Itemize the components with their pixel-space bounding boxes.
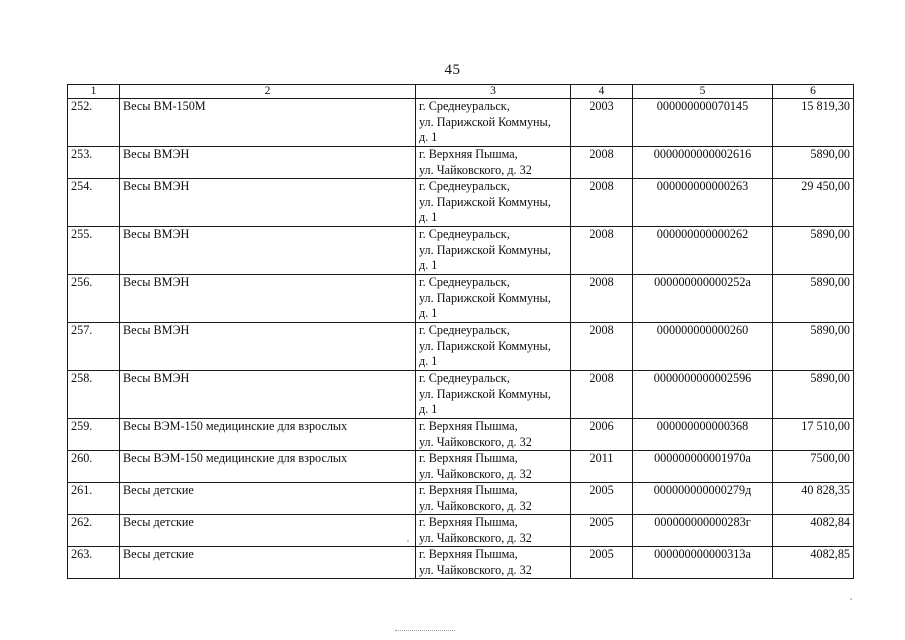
address-line: д. 1 bbox=[419, 258, 438, 272]
inventory-number-cell: 000000000000368 bbox=[633, 419, 773, 451]
address-line: ул. Парижской Коммуны, bbox=[419, 194, 551, 209]
address-line: г. Верхняя Пышма, bbox=[419, 483, 518, 497]
year-cell: 2008 bbox=[571, 323, 633, 371]
address-cell bbox=[416, 99, 571, 147]
address-line: г. Верхняя Пышма, bbox=[419, 451, 518, 465]
address-cell bbox=[416, 371, 571, 419]
address-cell bbox=[416, 451, 571, 483]
row-number-cell: 262. bbox=[68, 515, 120, 547]
year-cell: 2008 bbox=[571, 227, 633, 275]
address-line: г. Среднеуральск, bbox=[419, 275, 510, 289]
item-name-cell: Весы ВЭМ-150 медицинские для взрослых bbox=[120, 451, 416, 483]
address-line: г. Среднеуральск, bbox=[419, 227, 510, 241]
address-line: г. Верхняя Пышма, bbox=[419, 515, 518, 529]
address-cell bbox=[416, 419, 571, 451]
inventory-number-cell: 000000000000263 bbox=[633, 179, 773, 227]
row-number-cell: 253. bbox=[68, 147, 120, 179]
column-header-address: 3 bbox=[416, 85, 571, 99]
table-header-row bbox=[68, 85, 854, 99]
row-number-cell: 255. bbox=[68, 227, 120, 275]
table-row bbox=[68, 275, 854, 323]
column-header-inventory: 5 bbox=[633, 85, 773, 99]
address-line: д. 1 bbox=[419, 354, 438, 368]
item-name-cell: Весы ВМЭН bbox=[120, 147, 416, 179]
table-row bbox=[68, 147, 854, 179]
row-number-cell: 259. bbox=[68, 419, 120, 451]
scan-speck bbox=[407, 540, 409, 542]
row-number-cell: 258. bbox=[68, 371, 120, 419]
row-number-cell: 263. bbox=[68, 547, 120, 579]
item-name-cell: Весы ВМЭН bbox=[120, 275, 416, 323]
address-line: г. Среднеуральск, bbox=[419, 323, 510, 337]
row-number-cell: 257. bbox=[68, 323, 120, 371]
column-header-number: 1 bbox=[68, 85, 120, 99]
year-cell: 2008 bbox=[571, 371, 633, 419]
item-name-cell: Весы ВЭМ-150 медицинские для взрослых bbox=[120, 419, 416, 451]
year-cell: 2006 bbox=[571, 419, 633, 451]
table-row bbox=[68, 483, 854, 515]
year-cell: 2005 bbox=[571, 515, 633, 547]
table-body bbox=[68, 99, 854, 579]
year-cell: 2005 bbox=[571, 483, 633, 515]
cost-cell: 5890,00 bbox=[773, 147, 854, 179]
inventory-number-cell: 000000000000260 bbox=[633, 323, 773, 371]
property-registry-table bbox=[67, 84, 854, 579]
inventory-number-cell: 000000000000279д bbox=[633, 483, 773, 515]
address-line: ул. Чайковского, д. 32 bbox=[419, 530, 532, 545]
row-number-cell: 261. bbox=[68, 483, 120, 515]
address-line: г. Среднеуральск, bbox=[419, 371, 510, 385]
inventory-number-cell: 000000000070145 bbox=[633, 99, 773, 147]
item-name-cell: Весы ВМЭН bbox=[120, 371, 416, 419]
address-line: г. Среднеуральск, bbox=[419, 99, 510, 113]
address-line: ул. Чайковского, д. 32 bbox=[419, 434, 532, 449]
table-row bbox=[68, 323, 854, 371]
address-cell bbox=[416, 275, 571, 323]
address-line: ул. Парижской Коммуны, bbox=[419, 114, 551, 129]
inventory-number-cell: 0000000000002596 bbox=[633, 371, 773, 419]
page-number: 45 bbox=[444, 62, 461, 78]
address-line: ул. Чайковского, д. 32 bbox=[419, 162, 532, 177]
row-number-cell: 260. bbox=[68, 451, 120, 483]
column-header-year: 4 bbox=[571, 85, 633, 99]
table-row bbox=[68, 515, 854, 547]
year-cell: 2003 bbox=[571, 99, 633, 147]
table-row bbox=[68, 227, 854, 275]
address-line: д. 1 bbox=[419, 402, 438, 416]
row-number-cell: 254. bbox=[68, 179, 120, 227]
item-name-cell: Весы ВМЭН bbox=[120, 227, 416, 275]
address-cell bbox=[416, 547, 571, 579]
cost-cell: 15 819,30 bbox=[773, 99, 854, 147]
cost-cell: 5890,00 bbox=[773, 323, 854, 371]
item-name-cell: Весы детские bbox=[120, 483, 416, 515]
address-line: д. 1 bbox=[419, 306, 438, 320]
cost-cell: 5890,00 bbox=[773, 371, 854, 419]
address-cell bbox=[416, 483, 571, 515]
cost-cell: 5890,00 bbox=[773, 275, 854, 323]
item-name-cell: Весы детские bbox=[120, 515, 416, 547]
year-cell: 2011 bbox=[571, 451, 633, 483]
address-cell bbox=[416, 227, 571, 275]
year-cell: 2008 bbox=[571, 275, 633, 323]
cost-cell: 7500,00 bbox=[773, 451, 854, 483]
address-line: г. Верхняя Пышма, bbox=[419, 419, 518, 433]
table-row bbox=[68, 451, 854, 483]
inventory-number-cell: 000000000000252а bbox=[633, 275, 773, 323]
scan-speck bbox=[850, 598, 852, 600]
address-line: г. Среднеуральск, bbox=[419, 179, 510, 193]
item-name-cell: Весы ВМЭН bbox=[120, 179, 416, 227]
year-cell: 2008 bbox=[571, 179, 633, 227]
item-name-cell: Весы ВМЭН bbox=[120, 323, 416, 371]
item-name-cell: Весы детские bbox=[120, 547, 416, 579]
address-cell bbox=[416, 147, 571, 179]
cost-cell: 4082,85 bbox=[773, 547, 854, 579]
cost-cell: 5890,00 bbox=[773, 227, 854, 275]
year-cell: 2005 bbox=[571, 547, 633, 579]
cost-cell: 40 828,35 bbox=[773, 483, 854, 515]
address-line: г. Верхняя Пышма, bbox=[419, 547, 518, 561]
address-line: г. Верхняя Пышма, bbox=[419, 147, 518, 161]
cost-cell: 4082,84 bbox=[773, 515, 854, 547]
item-name-cell: Весы ВМ-150М bbox=[120, 99, 416, 147]
cost-cell: 29 450,00 bbox=[773, 179, 854, 227]
inventory-number-cell: 000000000000262 bbox=[633, 227, 773, 275]
address-cell bbox=[416, 515, 571, 547]
column-header-cost: 6 bbox=[773, 85, 854, 99]
inventory-number-cell: 000000000000313а bbox=[633, 547, 773, 579]
address-line: ул. Парижской Коммуны, bbox=[419, 242, 551, 257]
row-number-cell: 256. bbox=[68, 275, 120, 323]
address-line: ул. Парижской Коммуны, bbox=[419, 338, 551, 353]
year-cell: 2008 bbox=[571, 147, 633, 179]
address-line: ул. Чайковского, д. 32 bbox=[419, 498, 532, 513]
address-line: ул. Парижской Коммуны, bbox=[419, 386, 551, 401]
page-footer-mark bbox=[395, 630, 455, 637]
address-line: ул. Парижской Коммуны, bbox=[419, 290, 551, 305]
cost-cell: 17 510,00 bbox=[773, 419, 854, 451]
inventory-number-cell: 000000000001970а bbox=[633, 451, 773, 483]
address-line: ул. Чайковского, д. 32 bbox=[419, 466, 532, 481]
address-line: д. 1 bbox=[419, 210, 438, 224]
inventory-number-cell: 0000000000002616 bbox=[633, 147, 773, 179]
address-cell bbox=[416, 323, 571, 371]
address-line: д. 1 bbox=[419, 130, 438, 144]
table-row bbox=[68, 371, 854, 419]
column-header-name: 2 bbox=[120, 85, 416, 99]
row-number-cell: 252. bbox=[68, 99, 120, 147]
address-line: ул. Чайковского, д. 32 bbox=[419, 562, 532, 577]
table-row bbox=[68, 179, 854, 227]
address-cell bbox=[416, 179, 571, 227]
table-row bbox=[68, 419, 854, 451]
table-row bbox=[68, 547, 854, 579]
inventory-number-cell: 000000000000283г bbox=[633, 515, 773, 547]
table-row bbox=[68, 99, 854, 147]
